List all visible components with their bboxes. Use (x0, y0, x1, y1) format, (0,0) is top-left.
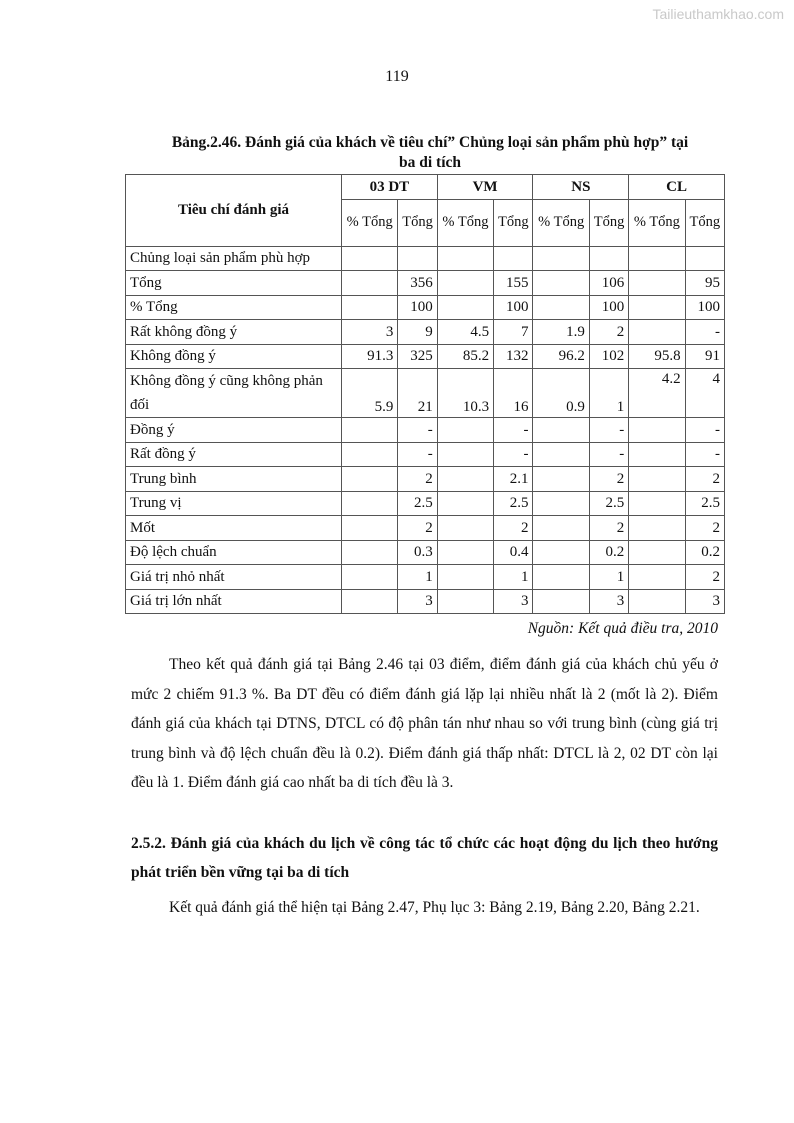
table-row (126, 344, 725, 369)
table-cell: 3 (398, 589, 437, 614)
table-cell (629, 565, 685, 590)
table-cell (533, 516, 589, 541)
table-cell (629, 467, 685, 492)
table-cell (533, 467, 589, 492)
group-header-vm: VM (437, 175, 533, 200)
table-cell (533, 589, 589, 614)
group-header-cl: CL (629, 175, 725, 200)
table-cell: 4.5 (437, 320, 493, 345)
subheader-total: Tổng (398, 199, 437, 246)
table-cell: 2 (494, 516, 533, 541)
table-row (126, 516, 725, 541)
row-label: % Tổng (126, 295, 342, 320)
table-cell: - (398, 442, 437, 467)
subheader-percent: % Tổng (629, 199, 685, 246)
table-cell: - (685, 418, 724, 443)
table-cell (342, 418, 398, 443)
group-header-03dt: 03 DT (342, 175, 438, 200)
table-row (126, 246, 725, 271)
subheader-total: Tổng (685, 199, 724, 246)
table-cell (437, 467, 493, 492)
table-cell (629, 589, 685, 614)
row-label: Mốt (126, 516, 342, 541)
table-row (126, 491, 725, 516)
table-cell: 1 (589, 369, 628, 418)
table-cell: 0.4 (494, 540, 533, 565)
table-cell: 10.3 (437, 369, 493, 418)
table-cell: 155 (494, 271, 533, 296)
table-cell: 4 (685, 369, 724, 418)
table-cell: 2.5 (685, 491, 724, 516)
table-cell (342, 491, 398, 516)
table-cell (437, 418, 493, 443)
table-cell: 132 (494, 344, 533, 369)
table-cell: - (494, 442, 533, 467)
table-cell (629, 295, 685, 320)
table-cell (533, 491, 589, 516)
table-cell: 95 (685, 271, 724, 296)
table-cell: 106 (589, 271, 628, 296)
row-label: Chủng loại sản phẩm phù hợp (126, 246, 342, 271)
subheader-percent: % Tổng (437, 199, 493, 246)
table-cell: 100 (685, 295, 724, 320)
table-row (126, 589, 725, 614)
table-cell: 16 (494, 369, 533, 418)
table-cell (629, 516, 685, 541)
table-cell (533, 540, 589, 565)
table-cell: 2 (685, 467, 724, 492)
row-label: Rất không đồng ý (126, 320, 342, 345)
source-note: Nguồn: Kết quả điều tra, 2010 (527, 620, 718, 637)
table-cell (437, 540, 493, 565)
table-cell (589, 246, 628, 271)
table-cell: 0.9 (533, 369, 589, 418)
table-cell (494, 246, 533, 271)
table-cell: 0.3 (398, 540, 437, 565)
criteria-header: Tiêu chí đánh giá (126, 175, 342, 247)
table-cell (342, 540, 398, 565)
table-cell (533, 295, 589, 320)
table-cell (437, 491, 493, 516)
table-cell (533, 442, 589, 467)
subheader-percent: % Tổng (342, 199, 398, 246)
table-header-row (126, 175, 725, 200)
table-cell (629, 418, 685, 443)
paragraph-analysis: Theo kết quả đánh giá tại Bảng 2.46 tại 03 điểm, điểm đánh giá của khách chủ yếu ở mức 2 chiếm 91.3 %. Ba DT đều có điểm đánh giá lặp lại nhiều nhất là 2 (mốt là 2). Điểm đánh giá của khách tại DTNS, DTCL có độ phân tán như nhau so với trung bình (cùng giá trị trung bình và độ lệch chuẩn đều là 0.2). Điểm đánh giá thấp nhất: DTCL là 2, 02 DT còn lại đều là 1. Điểm đánh giá cao nhất ba di tích đều là 3. (131, 656, 718, 791)
subheader-total: Tổng (494, 199, 533, 246)
table-cell (342, 295, 398, 320)
table-cell: 100 (494, 295, 533, 320)
subheader-total: Tổng (589, 199, 628, 246)
table-cell (533, 246, 589, 271)
table-cell: 96.2 (533, 344, 589, 369)
table-cell (629, 491, 685, 516)
table-cell: 2 (589, 516, 628, 541)
table-cell (533, 565, 589, 590)
table-row (126, 418, 725, 443)
table-cell: 356 (398, 271, 437, 296)
subheader-percent: % Tổng (533, 199, 589, 246)
table-cell: 3 (685, 589, 724, 614)
table-cell: 2.5 (589, 491, 628, 516)
table-cell: 91 (685, 344, 724, 369)
table-cell: 1 (494, 565, 533, 590)
table-row (126, 271, 725, 296)
table-cell: - (589, 442, 628, 467)
row-label: Độ lệch chuẩn (126, 540, 342, 565)
table-cell: 100 (589, 295, 628, 320)
paragraph-reference: Kết quả đánh giá thể hiện tại Bảng 2.47, Phụ lục 3: Bảng 2.19, Bảng 2.20, Bảng 2.21. (169, 899, 700, 916)
evaluation-table (125, 174, 725, 614)
table-cell (533, 271, 589, 296)
table-cell (533, 418, 589, 443)
table-cell: - (589, 418, 628, 443)
row-label: Tổng (126, 271, 342, 296)
table-cell (342, 467, 398, 492)
table-cell (437, 516, 493, 541)
group-header-ns: NS (533, 175, 629, 200)
row-label: Không đồng ý (126, 344, 342, 369)
table-cell: 2 (398, 467, 437, 492)
section-heading: 2.5.2. Đánh giá của khách du lịch về công tác tổ chức các hoạt động du lịch theo hướng phát triển bền vững tại ba di tích (131, 835, 718, 881)
row-label: Rất đồng ý (126, 442, 342, 467)
table-cell (342, 442, 398, 467)
row-label: Giá trị nhỏ nhất (126, 565, 342, 590)
table-row (126, 467, 725, 492)
table-cell: 9 (398, 320, 437, 345)
table-cell: 3 (342, 320, 398, 345)
table-cell: 102 (589, 344, 628, 369)
table-cell: - (398, 418, 437, 443)
table-cell (437, 295, 493, 320)
table-cell: 4.2 (629, 369, 685, 418)
table-cell: 2.1 (494, 467, 533, 492)
row-label: Trung bình (126, 467, 342, 492)
table-cell (629, 442, 685, 467)
row-label: Giá trị lớn nhất (126, 589, 342, 614)
table-cell (398, 246, 437, 271)
table-cell (342, 565, 398, 590)
row-label: Đồng ý (126, 418, 342, 443)
table-cell (342, 246, 398, 271)
table-row (126, 442, 725, 467)
table-row (126, 540, 725, 565)
table-cell: 2 (685, 565, 724, 590)
table-row (126, 320, 725, 345)
table-cell (629, 271, 685, 296)
table-cell: - (494, 418, 533, 443)
table-cell (437, 589, 493, 614)
table-cell: - (685, 442, 724, 467)
table-cell: 1 (589, 565, 628, 590)
table-cell: 5.9 (342, 369, 398, 418)
table-cell (342, 271, 398, 296)
table-cell: 2 (589, 467, 628, 492)
table-cell (437, 442, 493, 467)
table-cell: - (685, 320, 724, 345)
table-cell: 325 (398, 344, 437, 369)
table-title (130, 133, 730, 173)
table-cell: 21 (398, 369, 437, 418)
table-cell: 7 (494, 320, 533, 345)
page-number: 119 (385, 68, 409, 85)
row-label: Trung vị (126, 491, 342, 516)
table-title-line-1: Bảng.2.46. Đánh giá của khách về tiêu chí” Chủng loại sản phẩm phù hợp” tại (171, 134, 689, 151)
table-cell: 0.2 (685, 540, 724, 565)
table-row (126, 565, 725, 590)
table-cell: 0.2 (589, 540, 628, 565)
table-cell (629, 246, 685, 271)
table-cell: 2 (685, 516, 724, 541)
table-cell: 95.8 (629, 344, 685, 369)
table-row (126, 295, 725, 320)
table-cell (437, 271, 493, 296)
table-title-line-2: ba di tích (398, 154, 461, 171)
table-cell (685, 246, 724, 271)
table-cell: 91.3 (342, 344, 398, 369)
table-cell: 3 (589, 589, 628, 614)
table-cell: 2 (589, 320, 628, 345)
table-cell: 1 (398, 565, 437, 590)
table-cell: 100 (398, 295, 437, 320)
table-cell (437, 246, 493, 271)
table-cell (437, 565, 493, 590)
table-cell (342, 589, 398, 614)
table-cell (629, 540, 685, 565)
table-cell (629, 320, 685, 345)
table-cell: 1.9 (533, 320, 589, 345)
table-cell: 3 (494, 589, 533, 614)
table-row (126, 369, 725, 418)
watermark: Tailieuthamkhao.com (652, 6, 784, 22)
table-cell: 2.5 (398, 491, 437, 516)
table-cell: 2.5 (494, 491, 533, 516)
table-cell: 85.2 (437, 344, 493, 369)
table-body (126, 246, 725, 614)
row-label: Không đồng ý cũng không phản đối (126, 369, 342, 418)
table-cell: 2 (398, 516, 437, 541)
table-cell (342, 516, 398, 541)
